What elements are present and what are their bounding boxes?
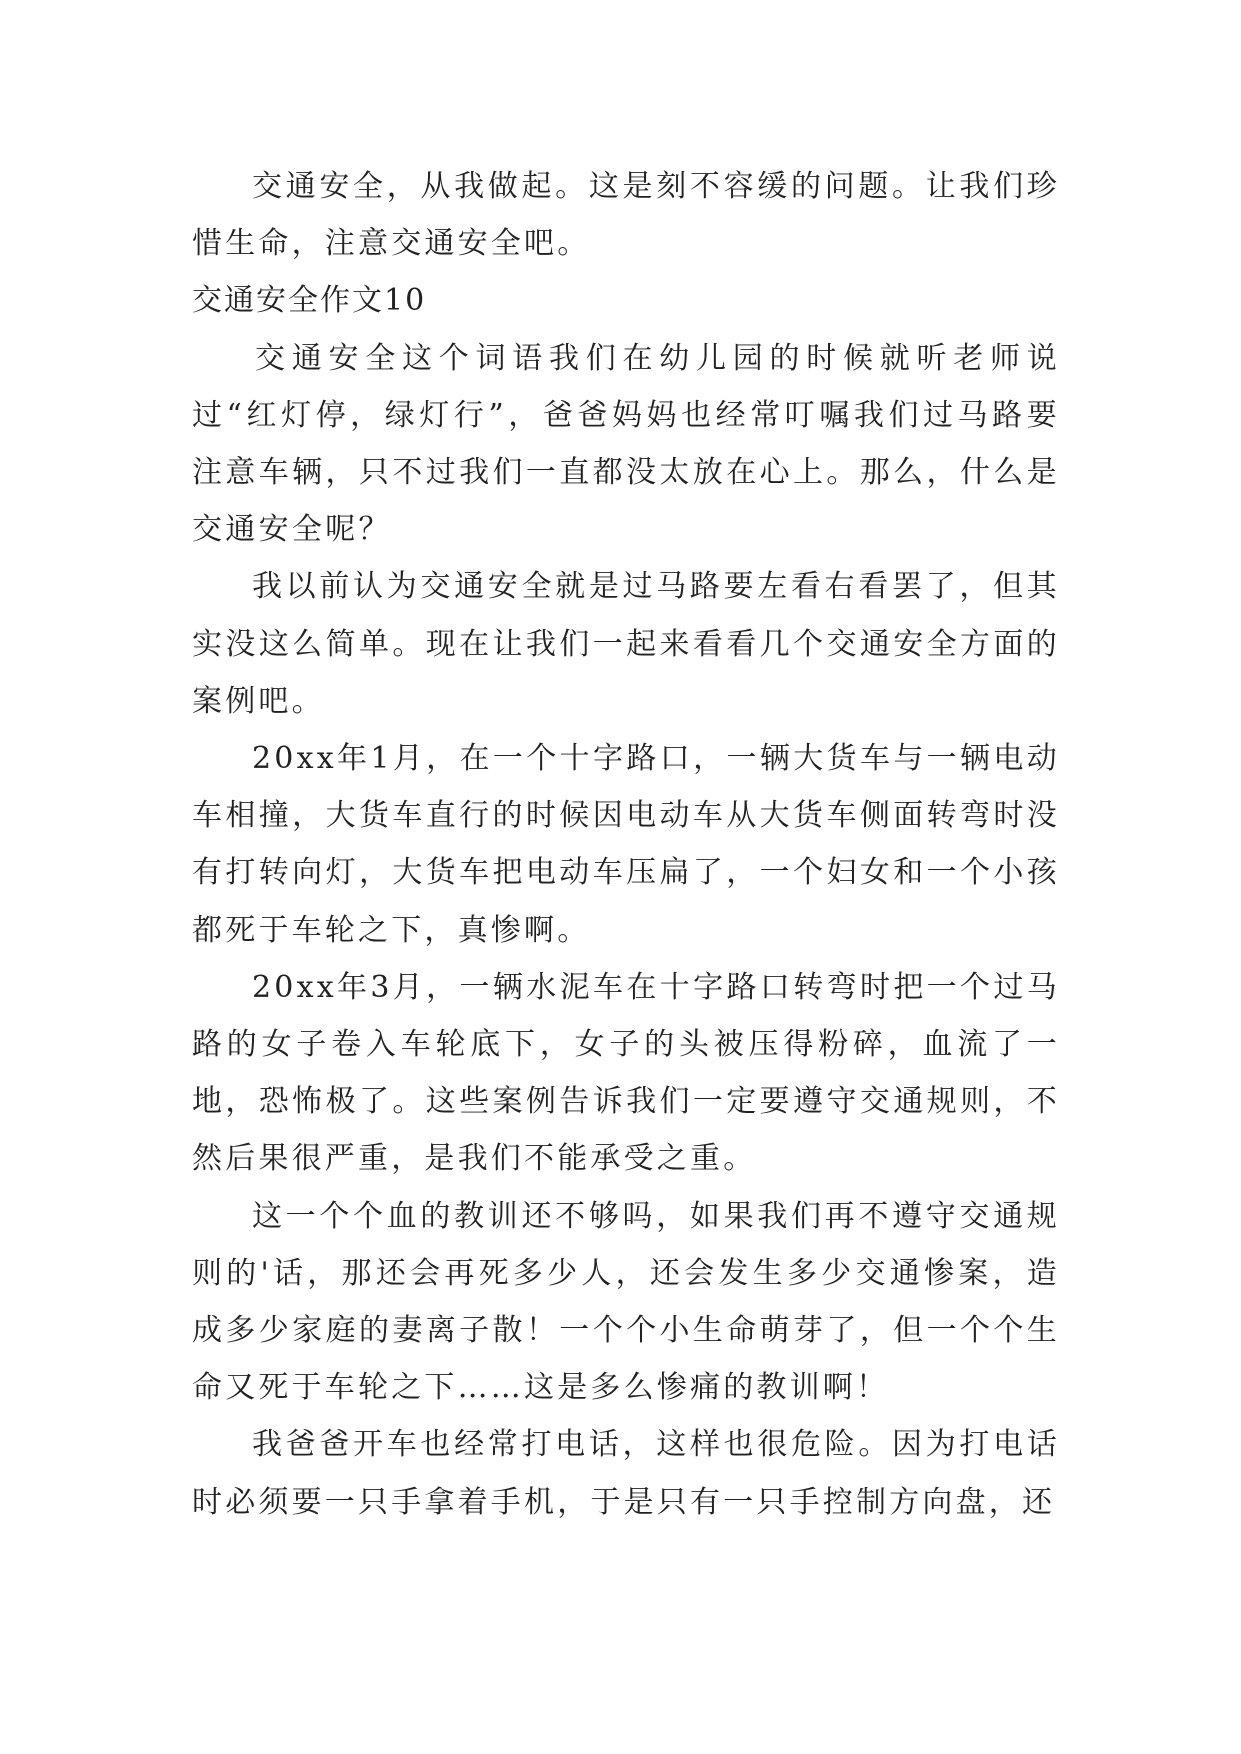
- paragraph-lesson: 这一个个血的教训还不够吗，如果我们再不遵守交通规则的'话，那还会再死多少人，还会发生多少交通惨案，造成多少家庭的妻离子散！一个个小生命萌芽了，但一个个生命又死于车轮之下……这是多么惨痛的教训啊！: [192, 1198, 1060, 1406]
- paragraph-father: 我爸爸开车也经常打电话，这样也很危险。因为打电话时必须要一只手拿着手机，于是只有一只手控制方向盘，还: [192, 1427, 1060, 1520]
- paragraph-belief: 我以前认为交通安全就是过马路要左看右看罢了，但其实没这么简单。现在让我们一起来看看几个交通安全方面的案例吧。: [192, 569, 1060, 719]
- essay-heading: 交通安全作文10: [192, 283, 427, 319]
- document-body: [192, 158, 1060, 1531]
- paragraph-case-january: 20xx年1月，在一个十字路口，一辆大货车与一辆电动车相撞，大货车直行的时候因电动车从大货车侧面转弯时没有打转向灯，大货车把电动车压扁了，一个妇女和一个小孩都死于车轮之下，真惨啊。: [192, 741, 1060, 948]
- paragraph-intro: 交通安全这个词语我们在幼儿园的时候就听老师说过“红灯停，绿灯行”，爸爸妈妈也经常叮嘱我们过马路要注意车辆，只不过我们一直都没太放在心上。那么，什么是交通安全呢？: [192, 340, 1060, 548]
- paragraph-conclusion: 交通安全，从我做起。这是刻不容缓的问题。让我们珍惜生命，注意交通安全吧。: [192, 169, 1060, 262]
- paragraph-case-march: 20xx年3月，一辆水泥车在十字路口转弯时把一个过马路的女子卷入车轮底下，女子的头被压得粉碎，血流了一地，恐怖极了。这些案例告诉我们一定要遵守交通规则，不然后果很严重，是我们不能承受之重。: [192, 969, 1060, 1177]
